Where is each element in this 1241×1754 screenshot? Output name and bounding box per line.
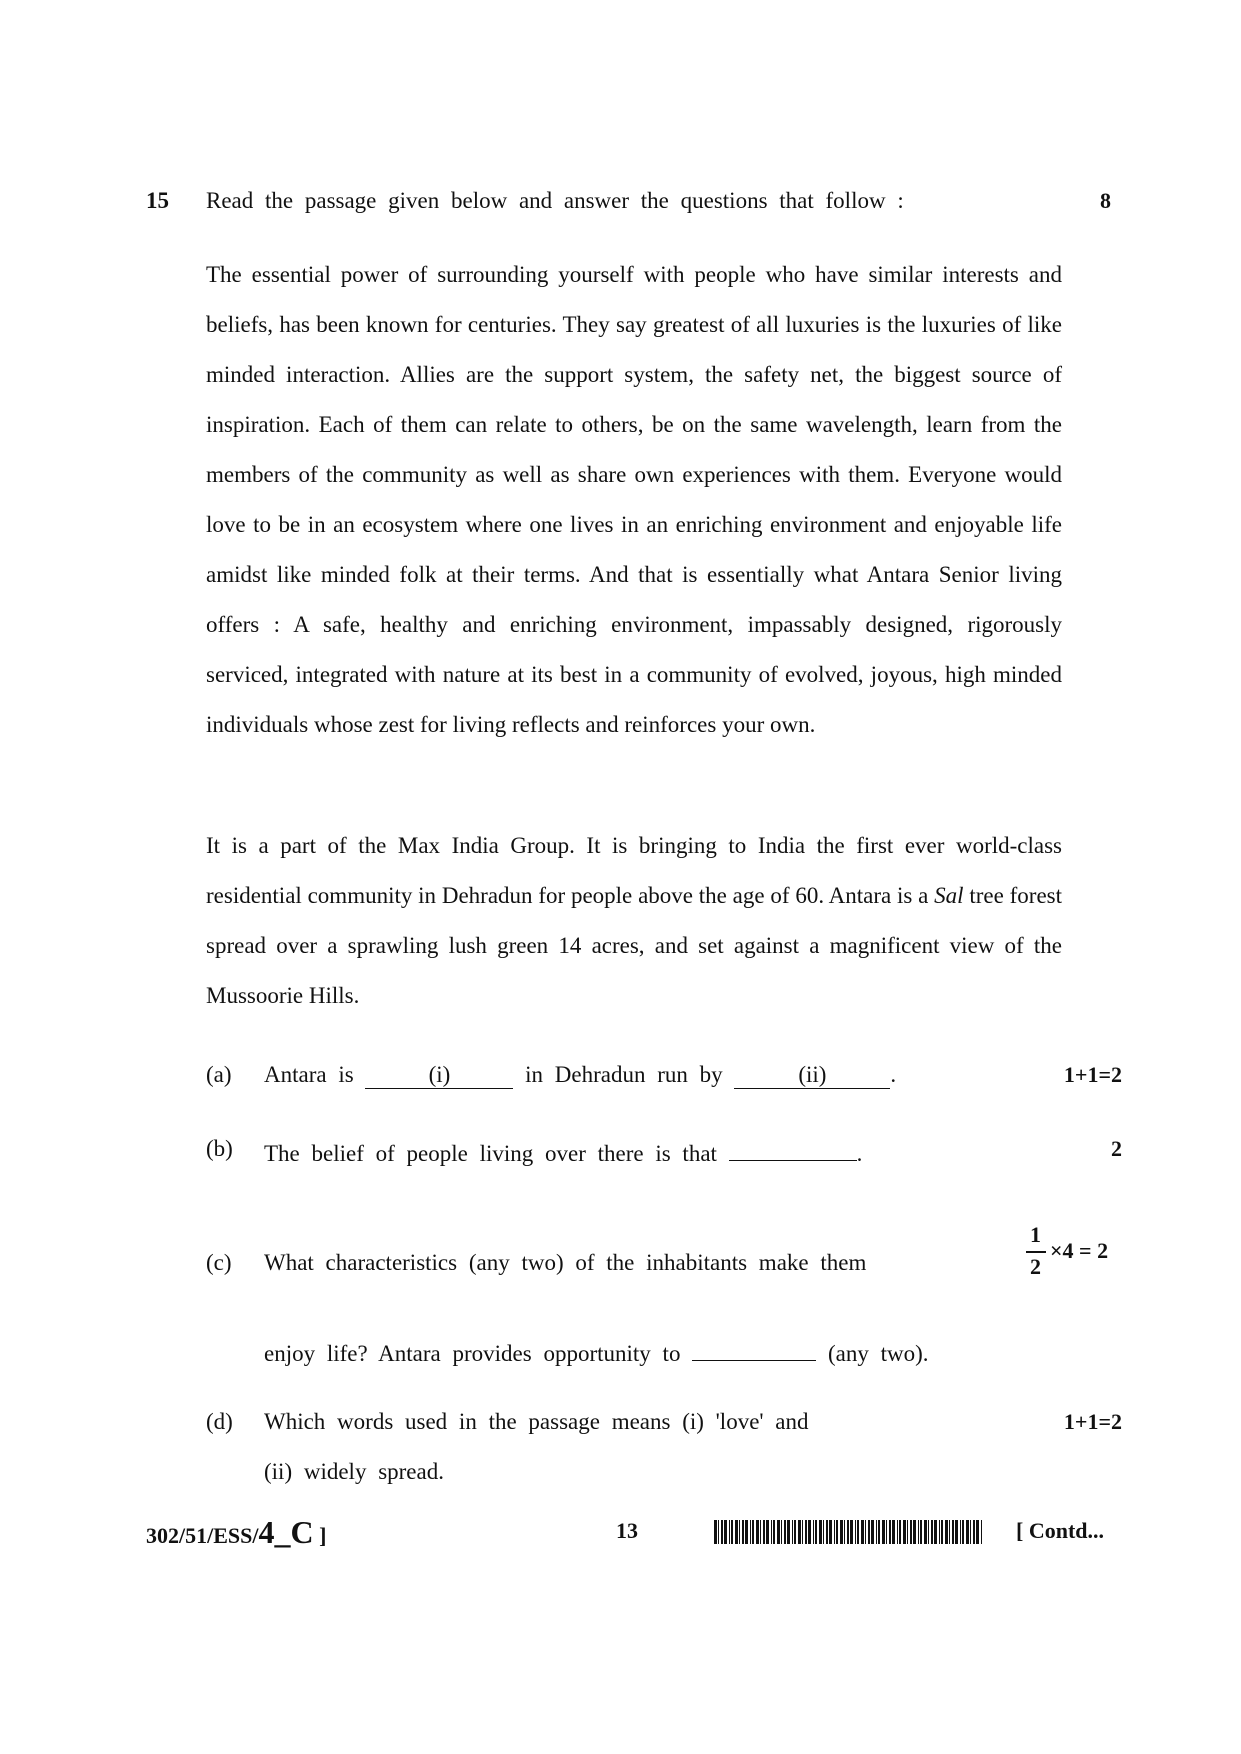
paper-code <box>146 1514 326 1551</box>
subquestion-a-label: (a) <box>206 1062 232 1087</box>
subquestion-d-line-1: Which words used in the passage means (i) 'love' and <box>264 1409 809 1434</box>
passage-italic-word: Sal <box>934 883 964 908</box>
subquestion-c-marks <box>1026 1222 1122 1286</box>
subquestion-c-line-2 <box>264 1336 928 1367</box>
marks-fraction-numerator: 1 <box>1030 1222 1041 1247</box>
fraction-bar <box>1026 1251 1046 1253</box>
subquestion-d-label: (d) <box>206 1409 233 1434</box>
page-number: 13 <box>616 1518 638 1543</box>
question-prompt: Read the passage given below and answer the questions that follow : <box>206 188 904 213</box>
subquestion-b-marks: 2 <box>1111 1136 1122 1161</box>
subquestion-b-text-1: The belief of people living over there is that <box>264 1141 717 1166</box>
subquestion-a-end: . <box>890 1062 897 1087</box>
subquestion-a-text-2: in Dehradun run by <box>525 1062 723 1087</box>
marks-fraction-multiplier: ×4 = 2 <box>1050 1238 1109 1263</box>
question-number: 15 <box>146 188 169 213</box>
answer-blank-c <box>692 1336 816 1361</box>
subquestion-c-line-2-start: enjoy life? Antara provides opportunity to <box>264 1341 681 1366</box>
passage-paragraph-2-part-2: tree forest spread over a sprawling lush green 14 acres, and set against a magnificent view of the Mussoorie Hills. <box>206 883 1062 1008</box>
subquestion-c-label: (c) <box>206 1250 232 1275</box>
marks-fraction-denominator: 2 <box>1030 1254 1041 1279</box>
subquestion-b-text <box>264 1136 862 1167</box>
paper-code-suffix: ] <box>313 1523 327 1548</box>
subquestion-c-line-1: What characteristics (any two) of the inhabitants make them <box>264 1250 867 1275</box>
answer-blank-a-i: (i) <box>365 1064 513 1089</box>
answer-blank-a-ii: (ii) <box>734 1064 890 1089</box>
subquestion-c-line-2-end: (any two). <box>827 1341 929 1366</box>
passage-paragraph-2 <box>206 821 1062 1021</box>
subquestion-b-end: . <box>856 1141 863 1166</box>
answer-blank-b <box>729 1136 857 1161</box>
subquestion-a-text <box>264 1062 896 1089</box>
subquestion-d-marks: 1+1=2 <box>1063 1409 1122 1434</box>
paper-code-set: 4_C <box>258 1514 314 1550</box>
passage-paragraph-2-part-1: It is a part of the Max India Group. It is bringing to India the first ever world-class residential community in Dehradun for people above the age of 60. Antara is a <box>206 833 1062 908</box>
question-marks: 8 <box>1100 188 1111 213</box>
barcode-icon <box>714 1520 984 1544</box>
paper-code-prefix: 302/51/ESS/ <box>146 1523 259 1548</box>
subquestion-a-text-1: Antara is <box>264 1062 354 1087</box>
subquestion-d-line-2: (ii) widely spread. <box>264 1459 444 1484</box>
subquestion-a-marks: 1+1=2 <box>1063 1062 1122 1087</box>
subquestion-b-label: (b) <box>206 1136 233 1161</box>
passage-paragraph-1: The essential power of surrounding yourself with people who have similar interests and beliefs, has been known for centuries. They say greatest of all luxuries is the luxuries of like minded interaction. Allies are the support system, the safety net, the biggest source of inspiration. Each of them can relate to others, be on the same wavelength, learn from the members of the community as well as share own experiences with them. Everyone would love to be in an ecosystem where one lives in an enriching environment and enjoyable life amidst like minded folk at their terms. And that is essentially what Antara Senior living offers : A safe, healthy and enriching environment, impassably designed, rigorously serviced, integrated with nature at its best in a community of evolved, joyous, high minded individuals whose zest for living reflects and reinforces your own. <box>206 262 1062 737</box>
continued-label: [ Contd... <box>1016 1518 1105 1543</box>
